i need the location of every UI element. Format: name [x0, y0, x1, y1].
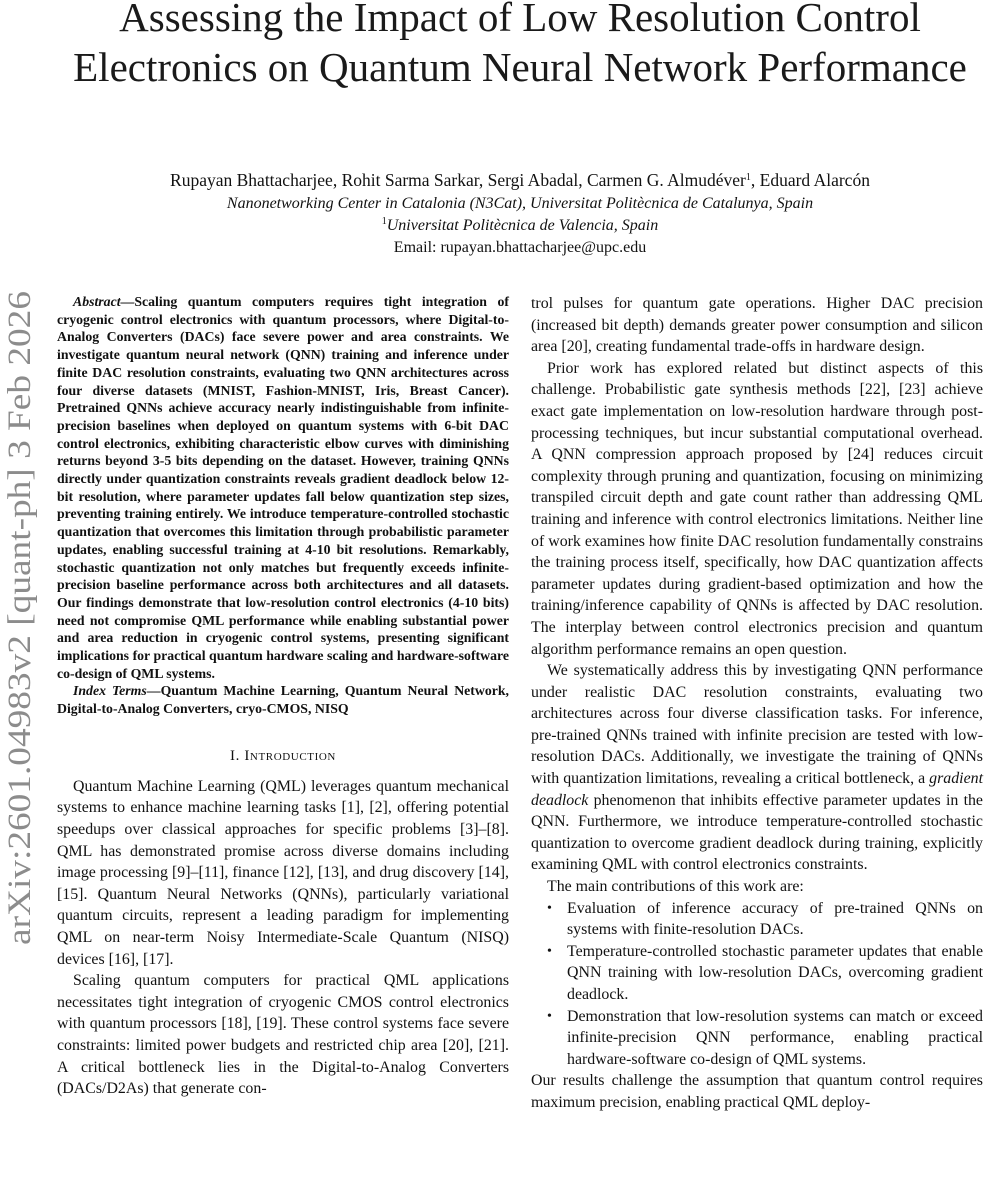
approach-text-a: We systematically address this by investigating QNN performance under realistic DAC resolution constraints, evaluating two architectures across four diverse classification tasks. For inference, pre-trained QNNs trained with infinite precision are tested with low-resolution DACs. Additionally, we investigate the training of QNNs with quantization limitations, revealing a critical bottleneck, a	[531, 662, 983, 788]
contribution-text: Demonstration that low-resolution systems can match or exceed infinite-precision QNN performance, enabling practical hardware-software co-design of QML systems.	[567, 1007, 983, 1068]
section-title: Introduction	[244, 747, 336, 764]
arxiv-stamp-text: arXiv:2601.04983v2 [quant-ph] 3 Feb 2026	[2, 366, 38, 945]
contribution-text: Temperature-controlled stochastic parameter updates that enable QNN training with low-resolution DACs, overcoming gradient deadlock.	[567, 942, 983, 1003]
authors-affil-marker: 1	[745, 172, 751, 183]
affiliation-secondary-marker: 1	[381, 216, 387, 227]
approach-emphasis: gradient deadlock	[531, 770, 983, 809]
abstract-lead: Abstract	[73, 294, 121, 309]
approach-text-b: phenomenon that inhibits effective parameter updates in the QNN. Furthermore, we introduce temperature-controlled stochastic quantization to overcome gradient deadlock during training, explicitly examining QML with control electronics constraints.	[531, 791, 983, 874]
affiliation-primary: Nanonetworking Center in Catalonia (N3Cat), Universitat Politècnica de Catalunya, Spain	[226, 195, 814, 212]
intro-paragraph-prior-work: Prior work has explored related but distinct aspects of this challenge. Probabilistic gate synthesis methods [22], [23] achieve exact gate implementation on low-resolution hardware through post-processing techniques, but incur substantial computational overhead. A QNN compression approach proposed by [24] reduces circuit complexity through pruning and quantization, focusing on minimizing transpiled circuit depth and gate count rather than addressing QML training and inference with control electronics limitations. Neither line of work examines how finite DAC resolution fundamentally constrains the training process itself, specifically, how DAC quantization affects parameter updates during gradient-based optimization and how the training/inference capability of QNNs is affected by DAC resolution. The interplay between control electronics precision and quantum algorithm performance remains an open question.	[531, 359, 983, 658]
closing-paragraph: Our results challenge the assumption that quantum control requires maximum precision, enabling practical QML deploy-	[531, 1072, 983, 1111]
section-heading-introduction	[57, 746, 509, 766]
index-terms-lead: Index Terms	[73, 683, 147, 699]
contact-email: Email: rupayan.bhattacharjee@upc.edu	[393, 239, 647, 256]
list-item	[547, 1006, 983, 1071]
index-terms-text: —Quantum Machine Learning, Quantum Neural Network, Digital-to-Analog Converters, cryo-CMOS, NISQ	[57, 683, 509, 717]
intro-paragraph-2: Scaling quantum computers for practical QML applications necessitates tight integration of cryogenic CMOS control electronics with quantum processors [18], [19]. These control systems face severe constraints: limited power budgets and restricted chip area [20], [21]. A critical bottleneck lies in the Digital-to-Analog Converters (DACs/D2As) that generate con-	[57, 972, 509, 1098]
affiliation-secondary-text: Universitat Politècnica de Valencia, Spain	[386, 217, 659, 234]
abstract	[57, 293, 509, 682]
bullet-icon: •	[547, 1008, 552, 1024]
contribution-text: Evaluation of inference accuracy of pre-trained QNNs on systems with finite-resolution DACs.	[567, 899, 983, 939]
authors-last: , Eduard Alarcón	[750, 170, 870, 190]
paper-title: Assessing the Impact of Low Resolution Control Electronics on Quantum Neural Network Performance	[73, 0, 967, 90]
list-item	[547, 898, 983, 941]
arxiv-identifier-stamp	[4, 289, 36, 947]
contributions-list	[531, 898, 983, 1071]
abstract-text: —Scaling quantum computers requires tight integration of cryogenic control electronics with quantum processors, where Digital-to-Analog Converters (DACs) face severe power and area constraints. We investigate quantum neural network (QNN) training and inference under finite DAC resolution constraints, evaluating two QNN architectures across four diverse datasets (MNIST, Fashion-MNIST, Iris, Breast Cancer). Pretrained QNNs achieve accuracy nearly indistinguishable from infinite-precision baselines when deployed on quantum systems with 6-bit DAC control electronics, exhibiting characteristic elbow curves with diminishing returns beyond 3-5 bits depending on the dataset. However, training QNNs directly under quantization constraints reveals gradient deadlock below 12-bit resolution, where parameter updates fall below quantization step sizes, preventing training entirely. We introduce temperature-controlled stochastic quantization that overcomes this limitation through probabilistic parameter updates, enabling successful training at 4-10 bit resolutions. Remarkably, stochastic quantization not only matches but frequently exceeds infinite-precision baseline performance across both architectures and all datasets. Our findings demonstrate that low-resolution control electronics (4-10 bits) need not compromise QML performance while enabling substantial power and area reduction in cryogenic control systems, presenting significant implications for practical quantum hardware scaling and hardware-software co-design of QML systems.	[57, 294, 509, 681]
index-terms	[57, 682, 509, 717]
author-list	[60, 169, 980, 191]
bullet-icon: •	[547, 943, 552, 959]
left-column	[57, 293, 509, 1198]
intro-paragraph-approach	[531, 660, 983, 876]
affiliation-secondary	[60, 215, 980, 237]
intro-paragraph-1: Quantum Machine Learning (QML) leverages quantum mechanical systems to enhance machine learning tasks [1], [2], offering potential speedups over classical approaches for specific problems [3]–[8]. QML has demonstrated promise across diverse domains including image processing [9]–[11], finance [12], [13], and drug discovery [14], [15]. Quantum Neural Networks (QNNs), particularly variational quantum circuits, represent a leading paradigm for implementing QML on near-term Noisy Intermediate-Scale Quantum (NISQ) devices [16], [17].	[57, 777, 509, 968]
contributions-intro: The main contributions of this work are:	[547, 878, 804, 896]
bullet-icon: •	[547, 900, 552, 916]
authors-main: Rupayan Bhattacharjee, Rohit Sarma Sarkar, Sergi Abadal, Carmen G. Almudéver	[170, 170, 746, 190]
section-numeral: I.	[230, 747, 240, 764]
right-column	[531, 293, 983, 1198]
list-item	[547, 941, 983, 1006]
intro-paragraph-3-continued: trol pulses for quantum gate operations. Higher DAC precision (increased bit depth) demands greater power consumption and silicon area [20], creating fundamental trade-offs in hardware design.	[531, 295, 983, 356]
